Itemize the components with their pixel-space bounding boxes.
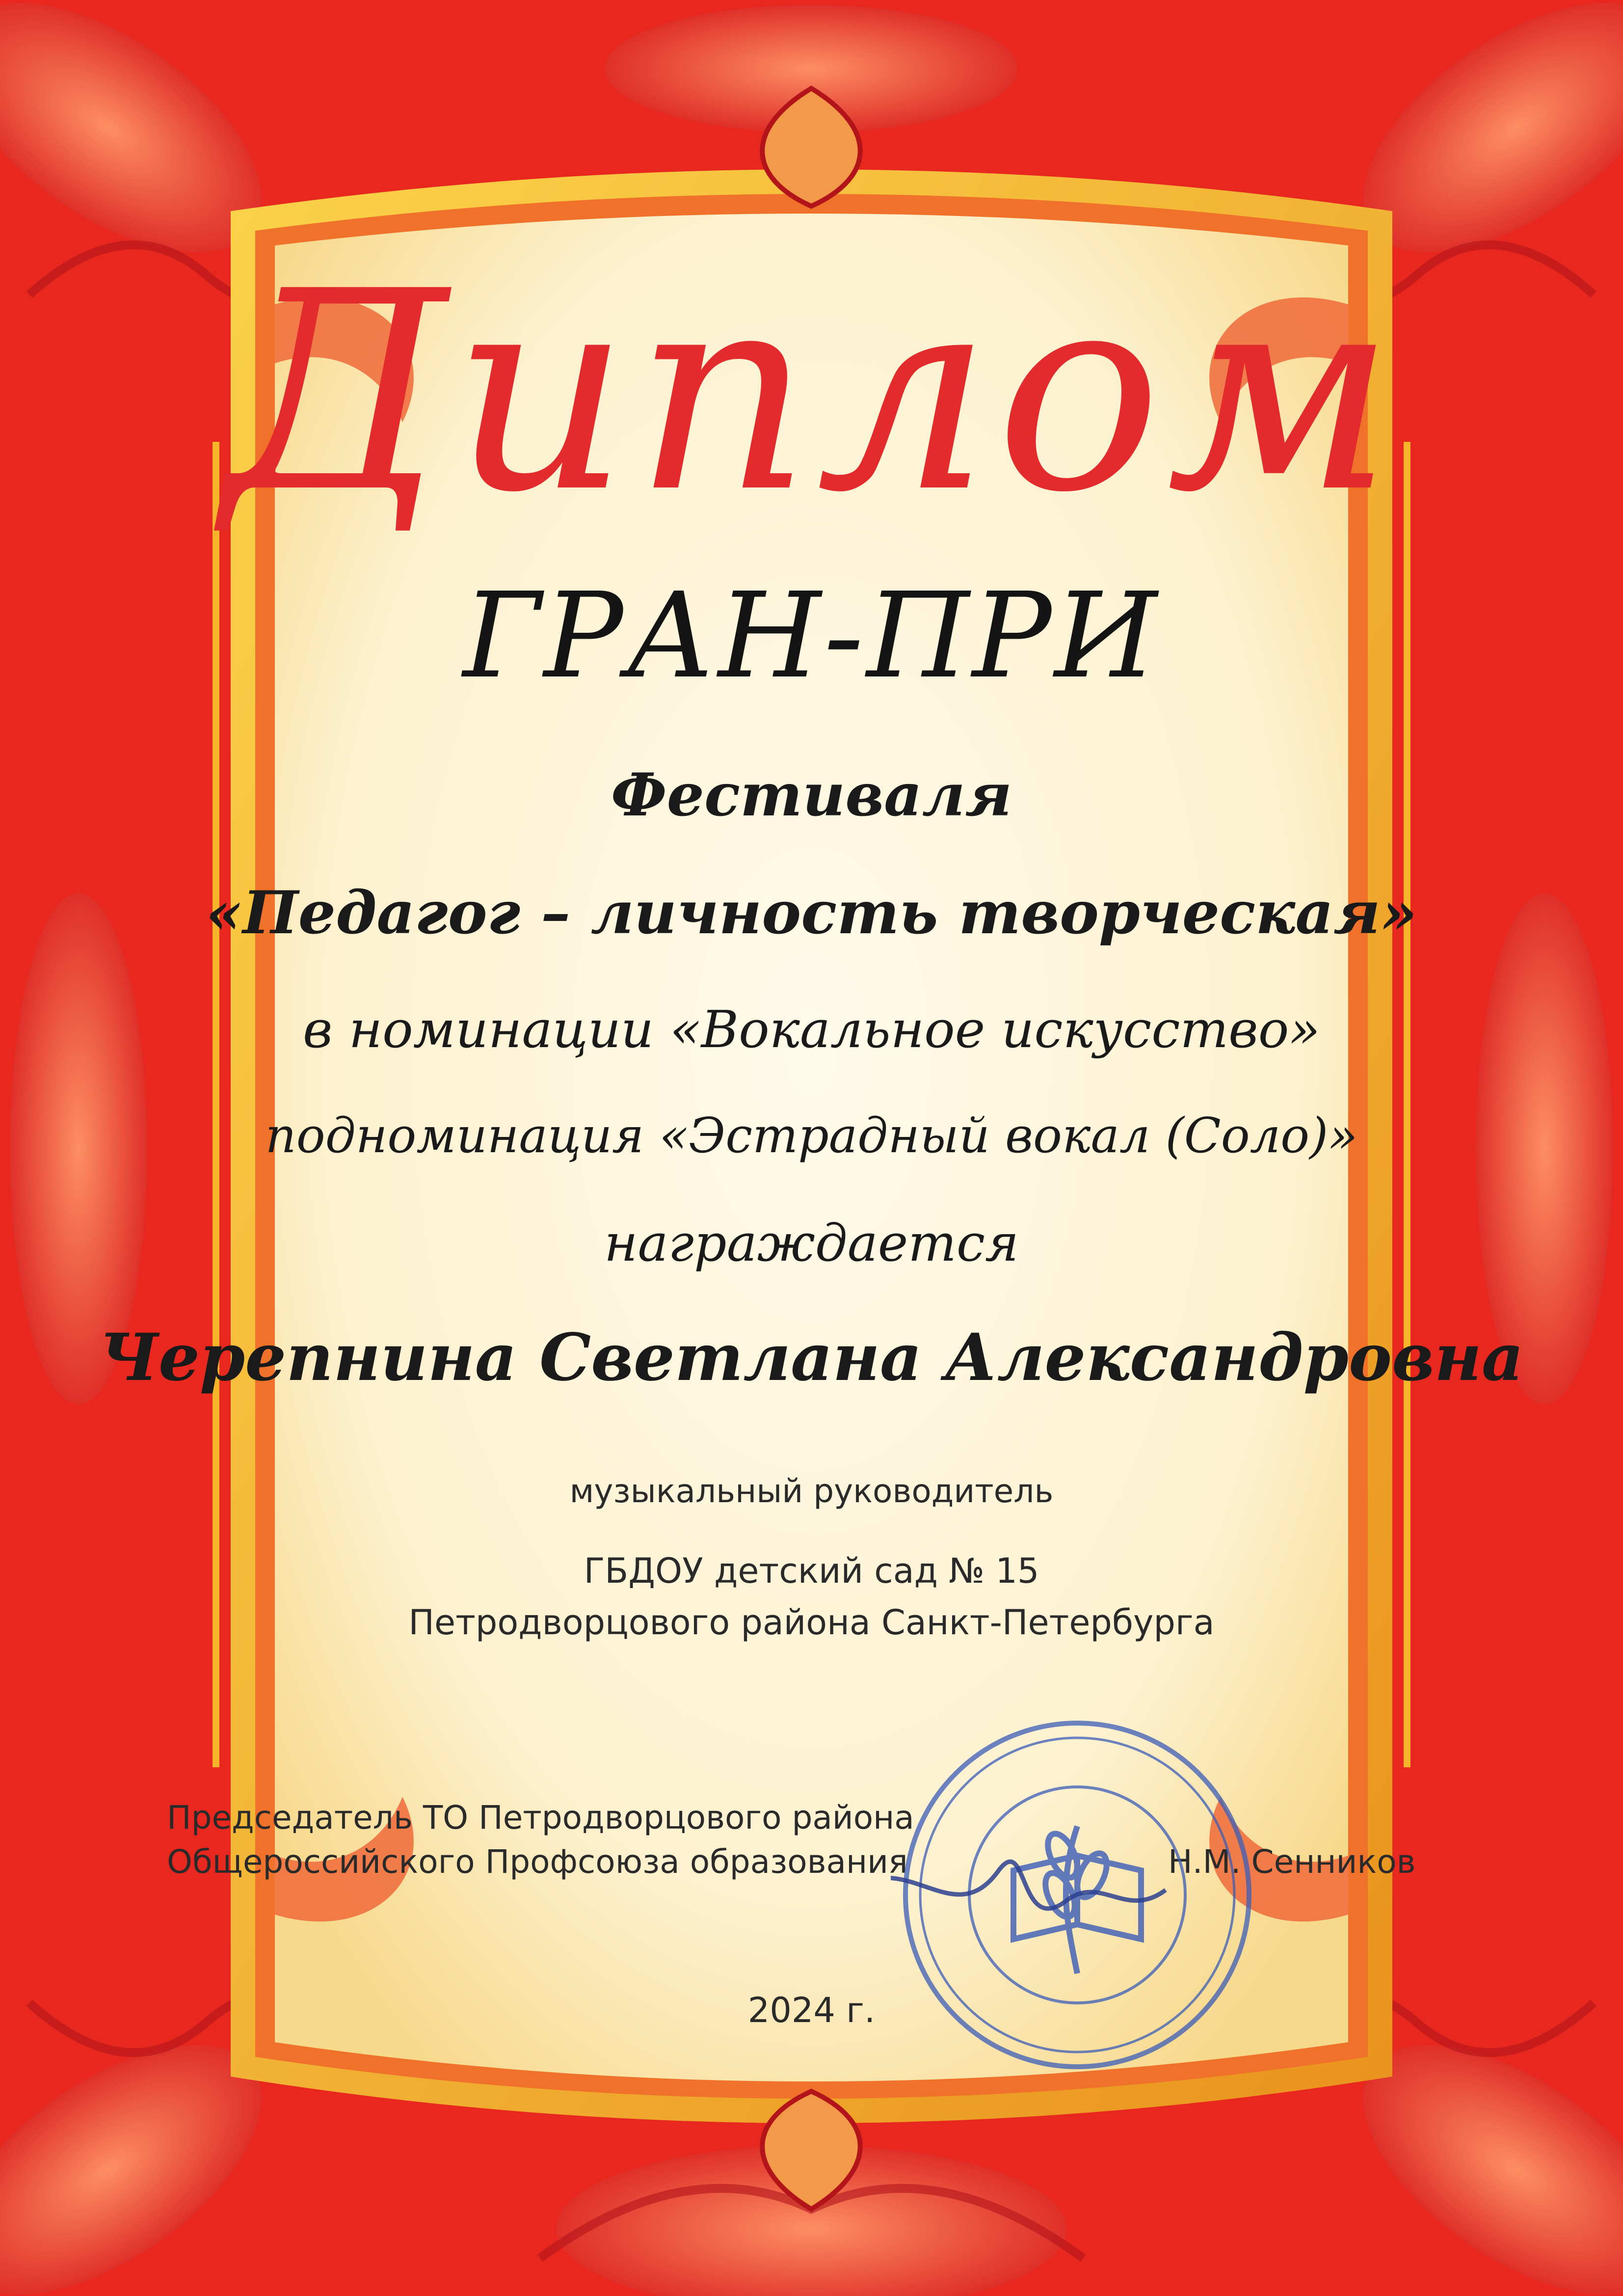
organization-line-1: ГБДОУ детский сад № 15 [584, 1551, 1039, 1591]
signatory-title-line-1: Председатель ТО Петродворцового района [167, 1799, 914, 1837]
signatory-title-line-2: Общероссийского Профсоюза образования [167, 1843, 908, 1881]
issue-year: 2024 г. [747, 1990, 876, 2030]
festival-label: Фестиваля [611, 760, 1012, 830]
award-heading: ГРАН-ПРИ [463, 567, 1160, 704]
organization-line-2: Петродворцового района Санкт-Петербурга [408, 1602, 1215, 1643]
awarded-text: награждается [604, 1213, 1019, 1273]
recipient-position: музыкальный руководитель [569, 1472, 1054, 1510]
signatory-name: Н.М. Сенников [1168, 1843, 1416, 1881]
subnomination-line: подноминация «Эстрадный вокал (Соло)» [265, 1108, 1358, 1164]
nomination-line: в номинации «Вокальное искусство» [303, 999, 1320, 1059]
recipient-name: Черепнина Светлана Александровна [99, 1320, 1524, 1396]
festival-name: «Педагог – личность творческая» [206, 878, 1417, 947]
diploma-title: Диплом [224, 233, 1399, 553]
